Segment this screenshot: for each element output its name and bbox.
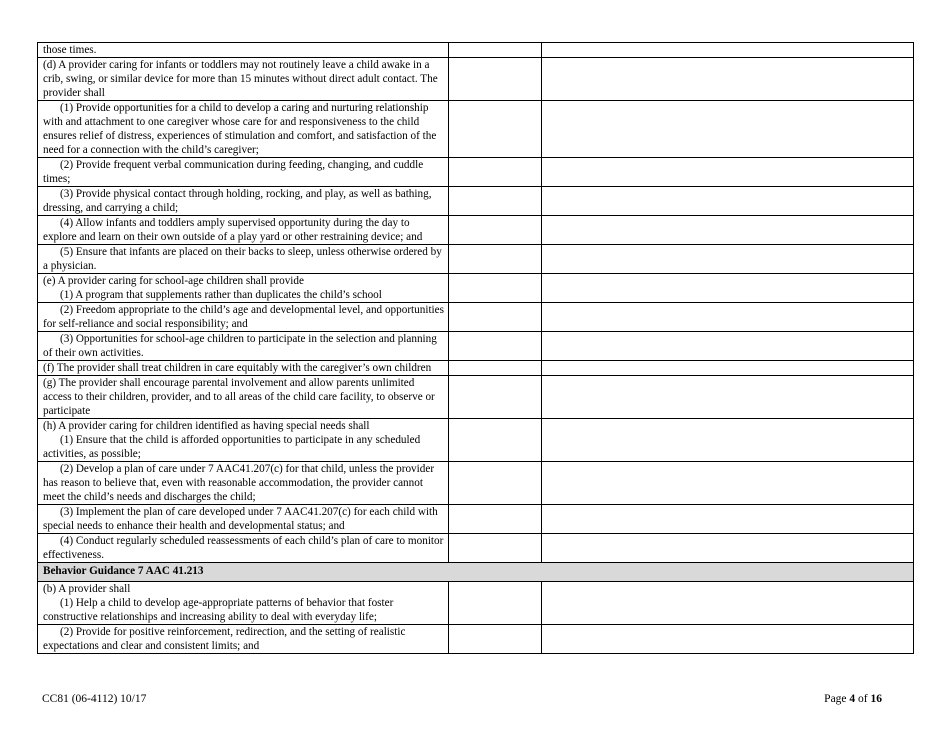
table-row: [38, 361, 914, 376]
requirement-cell: (d) A provider caring for infants or toddlers may not routinely leave a child awake in a crib, swing, or similar device for more than 15 minutes without direct adult contact. The provider shall: [38, 58, 449, 101]
requirement-cell: those times.: [38, 43, 449, 58]
comments-cell: [542, 361, 914, 376]
page-total: 16: [870, 693, 882, 705]
table-row: [38, 58, 914, 101]
comments-cell: [542, 158, 914, 187]
compliance-cell: [449, 43, 542, 58]
comments-cell: [542, 625, 914, 654]
comments-cell: [542, 216, 914, 245]
requirement-cell: (5) Ensure that infants are placed on their backs to sleep, unless otherwise ordered by a physician.: [38, 245, 449, 274]
table-row: [38, 245, 914, 274]
table-row: [38, 43, 914, 58]
compliance-cell: [449, 534, 542, 563]
table-row: [38, 101, 914, 158]
requirement-cell: (2) Freedom appropriate to the child’s age and developmental level, and opportunities for self-reliance and social responsibility; and: [38, 303, 449, 332]
compliance-cell: [449, 505, 542, 534]
comments-cell: [542, 534, 914, 563]
compliance-cell: [449, 58, 542, 101]
requirement-cell: (g) The provider shall encourage parental involvement and allow parents unlimited access to their children, provider, and to all areas of the child care facility, to observe or participate: [38, 376, 449, 419]
comments-cell: [542, 101, 914, 158]
comments-cell: [542, 58, 914, 101]
form-id: CC81 (06-4112) 10/17: [42, 693, 147, 705]
requirement-cell: (b) A provider shall (1) Help a child to develop age-appropriate patterns of behavior that foster constructive relationships and increasing ability to deal with everyday life;: [38, 582, 449, 625]
compliance-cell: [449, 582, 542, 625]
comments-cell: [542, 582, 914, 625]
table-row: [38, 216, 914, 245]
comments-cell: [542, 303, 914, 332]
requirement-cell: (3) Provide physical contact through holding, rocking, and play, as well as bathing, dressing, and carrying a child;: [38, 187, 449, 216]
table-row: [38, 419, 914, 462]
requirement-cell: (f) The provider shall treat children in care equitably with the caregiver’s own children: [38, 361, 449, 376]
requirement-cell: (2) Provide for positive reinforcement, redirection, and the setting of realistic expectations and clear and consistent limits; and: [38, 625, 449, 654]
table-row: [38, 303, 914, 332]
table-row: [38, 158, 914, 187]
compliance-cell: [449, 361, 542, 376]
requirement-cell: (2) Develop a plan of care under 7 AAC41.207(c) for that child, unless the provider has reason to believe that, even with reasonable accommodation, the provider cannot meet the child’s needs and discharges the child;: [38, 462, 449, 505]
compliance-cell: [449, 187, 542, 216]
table-row: [38, 462, 914, 505]
section-header-row: [38, 563, 914, 582]
comments-cell: [542, 419, 914, 462]
comments-cell: [542, 462, 914, 505]
comments-cell: [542, 274, 914, 303]
table-row: [38, 625, 914, 654]
page-of: of: [855, 693, 871, 705]
compliance-cell: [449, 101, 542, 158]
compliance-cell: [449, 419, 542, 462]
table-row: [38, 332, 914, 361]
compliance-cell: [449, 462, 542, 505]
table-row: [38, 274, 914, 303]
compliance-cell: [449, 376, 542, 419]
requirement-cell: (e) A provider caring for school-age children shall provide (1) A program that supplements rather than duplicates the child’s school: [38, 274, 449, 303]
requirement-cell: (4) Conduct regularly scheduled reassessments of each child’s plan of care to monitor effectiveness.: [38, 534, 449, 563]
comments-cell: [542, 187, 914, 216]
compliance-cell: [449, 245, 542, 274]
comments-cell: [542, 332, 914, 361]
compliance-cell: [449, 332, 542, 361]
table-row: [38, 376, 914, 419]
table-row: [38, 505, 914, 534]
requirement-cell: (3) Implement the plan of care developed under 7 AAC41.207(c) for each child with special needs to enhance their health and developmental status; and: [38, 505, 449, 534]
comments-cell: [542, 505, 914, 534]
section-header: Behavior Guidance 7 AAC 41.213: [38, 563, 914, 582]
requirement-cell: (2) Provide frequent verbal communication during feeding, changing, and cuddle times;: [38, 158, 449, 187]
compliance-cell: [449, 625, 542, 654]
requirement-cell: (4) Allow infants and toddlers amply supervised opportunity during the day to explore and learn on their own outside of a play yard or other restraining device; and: [38, 216, 449, 245]
table-row: [38, 582, 914, 625]
comments-cell: [542, 43, 914, 58]
compliance-cell: [449, 303, 542, 332]
page-prefix: Page: [824, 693, 850, 705]
table-row: [38, 534, 914, 563]
checklist-table: [37, 42, 914, 654]
compliance-cell: [449, 158, 542, 187]
page-current: 4: [849, 693, 856, 705]
compliance-cell: [449, 274, 542, 303]
comments-cell: [542, 245, 914, 274]
page-number: [824, 693, 882, 705]
compliance-cell: [449, 216, 542, 245]
comments-cell: [542, 376, 914, 419]
requirement-cell: (h) A provider caring for children identified as having special needs shall (1) Ensure that the child is afforded opportunities to participate in any scheduled activities, as possible;: [38, 419, 449, 462]
table-row: [38, 187, 914, 216]
requirement-cell: (1) Provide opportunities for a child to develop a caring and nurturing relationship with and attachment to one caregiver whose care for and responsiveness to the child ensures relief of distress, experiences of stimulation and comfort, and satisfaction of the need for a connection with the child’s caregiver;: [38, 101, 449, 158]
requirement-cell: (3) Opportunities for school-age children to participate in the selection and planning of their own activities.: [38, 332, 449, 361]
